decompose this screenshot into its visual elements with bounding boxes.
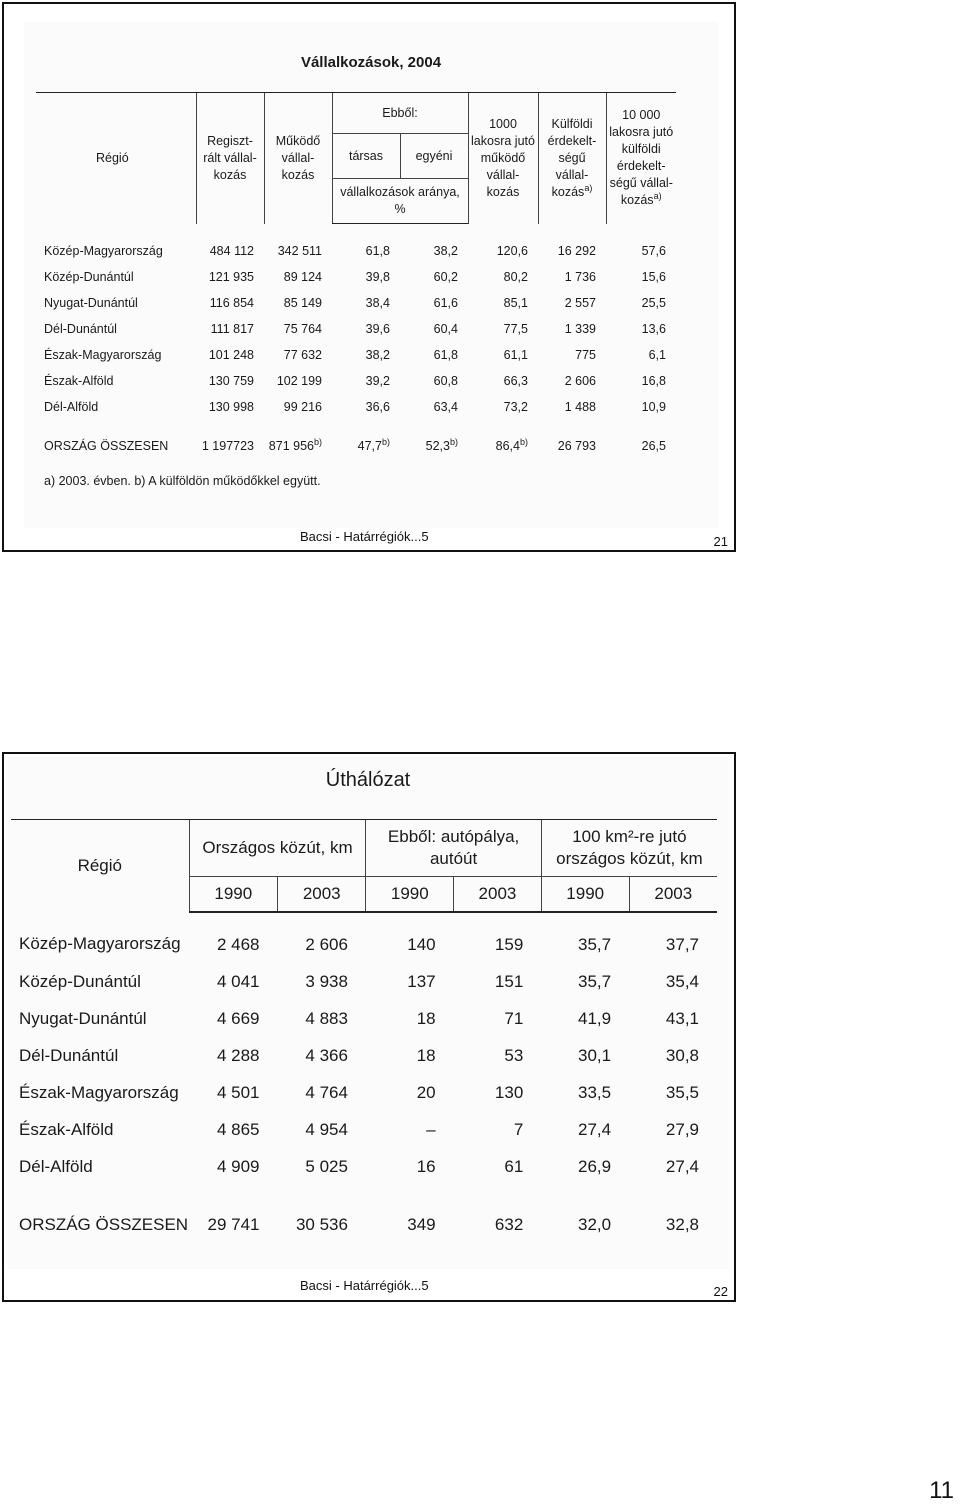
table-title: Úthálózat	[325, 769, 411, 791]
value-cell: 35,5	[665, 1082, 699, 1102]
value-cell: 85,1	[503, 296, 528, 310]
table-row	[36, 316, 676, 342]
header-egyeni: egyéni	[400, 134, 468, 179]
value-cell: 39,2	[365, 374, 390, 388]
value-cell: 66,3	[503, 374, 528, 388]
table-row	[11, 912, 717, 963]
value-cell: 32,0	[578, 1214, 612, 1234]
header-tarsas: társas	[332, 134, 400, 179]
value-cell: 47,7$^{b)}$	[357, 436, 390, 453]
header-year: 1990	[366, 877, 454, 913]
page-number: 11	[929, 1477, 954, 1504]
value-cell: 2 468	[216, 934, 260, 954]
value-cell: 30 536	[295, 1214, 348, 1234]
value-cell: 61	[504, 1156, 524, 1176]
region-cell: Észak-Alföld	[19, 1119, 114, 1139]
value-cell: 33,5	[578, 1082, 612, 1102]
value-cell: 73,2	[503, 400, 528, 414]
region-cell: Dél-Alföld	[19, 1156, 93, 1176]
value-cell: 130	[494, 1082, 524, 1102]
value-cell: 85 149	[283, 296, 322, 310]
value-cell: 4 883	[305, 1008, 348, 1028]
slide-footer: Bacsi - Határrégiók...5	[300, 1278, 429, 1293]
value-cell: 27,4	[665, 1156, 699, 1176]
region-cell: Észak-Alföld	[44, 374, 114, 388]
table-row	[36, 368, 676, 394]
value-cell: 35,7	[578, 971, 612, 991]
value-cell: 121 935	[208, 270, 254, 284]
value-cell: 99 216	[283, 400, 322, 414]
region-cell: Nyugat-Dunántúl	[19, 1008, 147, 1028]
value-cell: 7	[513, 1119, 524, 1139]
table-row	[36, 394, 676, 420]
header-registered: Regiszt-rált vállal-kozás	[196, 93, 264, 224]
table-row	[36, 342, 676, 368]
footnote: a) 2003. évben. b) A külföldön működőkkel együtt.	[44, 474, 321, 488]
total-row	[11, 1185, 717, 1253]
value-cell: 4 865	[216, 1119, 260, 1139]
header-foreign: Külföldi érdekelt-ségű vállal-kozás$^{a)}$	[538, 93, 606, 224]
value-cell: 71	[504, 1008, 524, 1028]
value-cell: 871 956$^{b)}$	[268, 436, 322, 453]
value-cell: 130 759	[208, 374, 254, 388]
value-cell: 140	[407, 934, 436, 954]
header-foreign-per-10000: 10 000 lakosra jutó külföldi érdekelt-ségű vállal-kozás$^{a)}$	[606, 93, 676, 224]
region-cell: Dél-Dunántúl	[44, 322, 117, 336]
header-year: 1990	[541, 877, 629, 913]
value-cell: 60,2	[433, 270, 458, 284]
table-title: Vállalkozások, 2004	[300, 54, 442, 71]
value-cell: 38,2	[433, 244, 458, 258]
value-cell: 2 606	[564, 374, 596, 388]
region-cell: Közép-Dunántúl	[44, 270, 134, 284]
header-region: Régió	[11, 820, 189, 913]
table-row	[36, 264, 676, 290]
table-row	[11, 1037, 717, 1074]
value-cell: 35,7	[578, 934, 612, 954]
value-cell: 151	[494, 971, 524, 991]
value-cell: 27,9	[665, 1119, 699, 1139]
header-per-1000: 1000 lakosra jutó működő vállal-kozás	[468, 93, 538, 224]
value-cell: 38,2	[365, 348, 390, 362]
value-cell: 13,6	[641, 322, 666, 336]
note-row	[36, 466, 676, 496]
value-cell: 35,4	[665, 971, 699, 991]
value-cell: 29 741	[207, 1214, 260, 1234]
value-cell: 15,6	[641, 270, 666, 284]
value-cell: 137	[407, 971, 436, 991]
region-cell: Közép-Magyarország	[19, 934, 181, 953]
table-row	[36, 224, 676, 265]
value-cell: 61,8	[365, 244, 390, 258]
slide-number: 22	[713, 1284, 728, 1299]
value-cell: 632	[494, 1214, 524, 1234]
value-cell: 30,8	[665, 1045, 699, 1065]
enterprises-table	[36, 92, 676, 496]
region-cell: ORSZÁG ÖSSZESEN	[44, 439, 169, 453]
slide-footer: Bacsi - Határrégiók...5	[300, 529, 429, 544]
region-cell: Közép-Dunántúl	[19, 971, 141, 991]
value-cell: 20	[416, 1082, 436, 1102]
value-cell: 111 817	[210, 322, 254, 336]
table-row	[11, 1111, 717, 1148]
region-cell: Nyugat-Dunántúl	[44, 296, 138, 310]
value-cell: 159	[494, 934, 524, 954]
value-cell: 18	[416, 1045, 436, 1065]
value-cell: 61,8	[433, 348, 458, 362]
value-cell: 63,4	[433, 400, 458, 414]
value-cell: 4 288	[216, 1045, 260, 1065]
value-cell: 6,1	[648, 348, 666, 362]
value-cell: 53	[504, 1045, 524, 1065]
header-year: 1990	[189, 877, 277, 913]
region-cell: Dél-Alföld	[44, 400, 99, 414]
value-cell: 1 488	[564, 400, 596, 414]
header-per-100km2: 100 km²-re jutó országos közút, km	[541, 820, 717, 877]
value-cell: 41,9	[578, 1008, 612, 1028]
value-cell: 4 909	[216, 1156, 260, 1176]
value-cell: 130 998	[208, 400, 254, 414]
value-cell: 61,6	[433, 296, 458, 310]
value-cell: 86,4$^{b)}$	[495, 436, 528, 453]
value-cell: 80,2	[503, 270, 528, 284]
header-of-which: Ebből:	[332, 93, 468, 134]
table-row	[11, 1148, 717, 1185]
header-motorways: Ebből: autópálya, autóút	[366, 820, 541, 877]
value-cell: 342 511	[277, 243, 322, 258]
region-cell: Dél-Dunántúl	[19, 1045, 119, 1065]
value-cell: 116 854	[209, 296, 254, 310]
value-cell: 1 736	[564, 270, 596, 284]
value-cell: 10,9	[641, 400, 666, 414]
value-cell: 52,3$^{b)}$	[425, 436, 458, 453]
value-cell: 4 366	[305, 1045, 348, 1065]
value-cell: 2 606	[305, 934, 348, 954]
region-cell: Észak-Magyarország	[19, 1082, 179, 1102]
header-operating: Működő vállal-kozás	[264, 93, 332, 224]
region-cell: Észak-Magyarország	[44, 348, 162, 362]
slide-number: 21	[713, 534, 728, 549]
header-year: 2003	[454, 877, 542, 913]
value-cell: 61,1	[503, 348, 528, 362]
region-cell: Közép-Magyarország	[44, 243, 163, 258]
header-year: 2003	[278, 877, 366, 913]
value-cell: 57,6	[641, 243, 666, 258]
value-cell: 4 041	[216, 971, 260, 991]
value-cell: 1 197723	[201, 439, 254, 453]
value-cell: 60,8	[433, 374, 458, 388]
value-cell: 2 557	[564, 296, 596, 310]
table-row	[36, 290, 676, 316]
value-cell: 75 764	[283, 322, 322, 336]
value-cell: 16	[416, 1156, 436, 1176]
slide-21	[2, 2, 736, 552]
value-cell: 43,1	[665, 1008, 699, 1028]
table-row	[11, 963, 717, 1000]
value-cell: 26 793	[557, 439, 596, 453]
value-cell: 27,4	[578, 1119, 612, 1139]
header-region: Régió	[36, 93, 196, 224]
value-cell: 36,6	[365, 400, 390, 414]
value-cell: 32,8	[665, 1214, 699, 1234]
road-network-table	[11, 819, 717, 1253]
value-cell: 120,6	[496, 243, 528, 258]
value-cell: 775	[575, 348, 596, 362]
value-cell: 101 248	[208, 348, 254, 362]
value-cell: 1 339	[564, 322, 596, 336]
value-cell: 39,6	[365, 322, 390, 336]
value-cell: 77,5	[503, 322, 528, 336]
slide-22	[2, 752, 736, 1302]
slide-content	[7, 757, 729, 1269]
value-cell: 4 764	[305, 1082, 348, 1102]
value-cell: 4 501	[216, 1082, 260, 1102]
value-cell: 18	[416, 1008, 436, 1028]
value-cell: 77 632	[283, 348, 322, 362]
value-cell: 25,5	[641, 296, 666, 310]
table-row	[11, 1074, 717, 1111]
header-year: 2003	[629, 877, 717, 913]
value-cell: 38,4	[365, 296, 390, 310]
value-cell: 60,4	[433, 322, 458, 336]
header-share: vállalkozások aránya, %	[332, 179, 468, 224]
value-cell: 4 669	[216, 1008, 260, 1028]
value-cell: 102 199	[276, 374, 322, 388]
value-cell: 16,8	[641, 374, 666, 388]
value-cell: 37,7	[665, 934, 699, 954]
value-cell: 349	[407, 1214, 436, 1234]
table-row	[11, 1000, 717, 1037]
value-cell: 4 954	[305, 1119, 348, 1139]
value-cell: 89 124	[283, 270, 322, 284]
value-cell: 39,8	[365, 270, 390, 284]
value-cell: 3 938	[305, 971, 348, 991]
value-cell: 26,5	[641, 439, 666, 453]
total-row	[36, 420, 676, 466]
value-cell: 30,1	[578, 1045, 612, 1065]
header-national-roads: Országos közút, km	[189, 820, 366, 877]
value-cell: 484 112	[209, 243, 254, 258]
value-cell: –	[426, 1119, 436, 1139]
value-cell: 26,9	[578, 1156, 612, 1176]
slide-content	[24, 22, 718, 528]
region-cell: ORSZÁG ÖSSZESEN	[19, 1214, 189, 1234]
value-cell: 5 025	[305, 1156, 348, 1176]
value-cell: 16 292	[557, 243, 596, 258]
